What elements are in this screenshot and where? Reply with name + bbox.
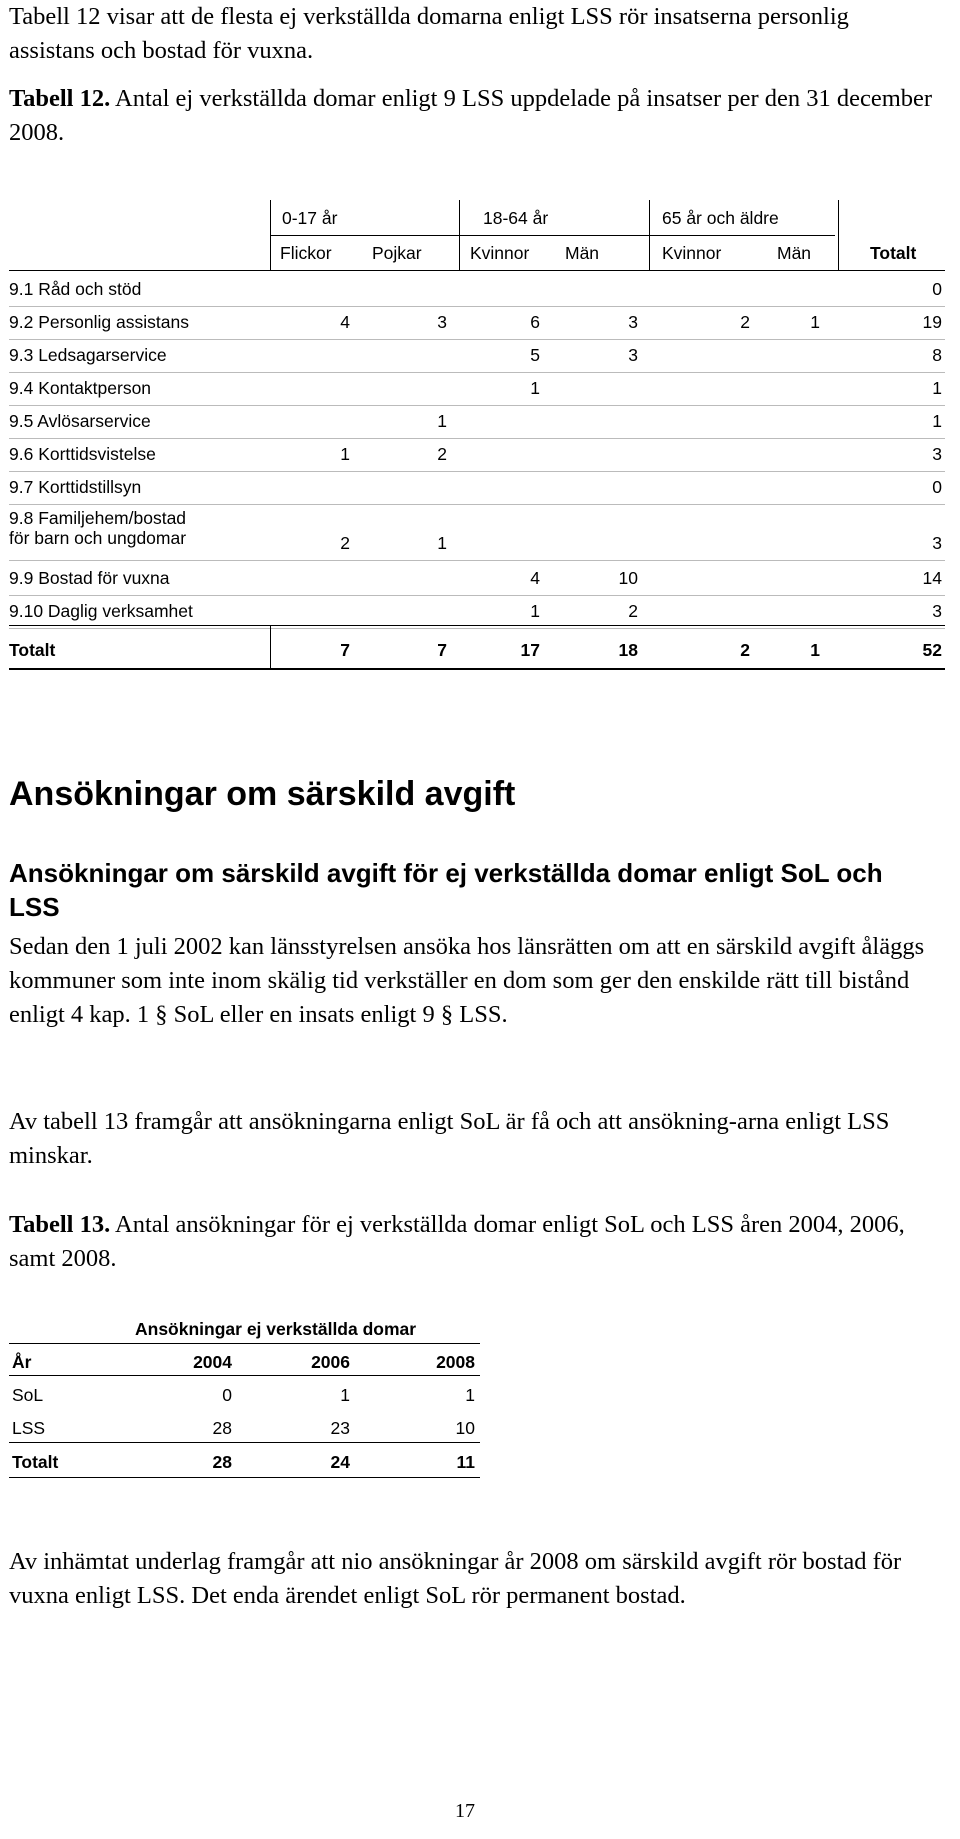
table12-row-separator xyxy=(9,339,945,340)
table12-total-cell: 2 xyxy=(740,640,750,660)
table12-row-separator xyxy=(9,595,945,596)
table12-row-label-line2: för barn och ungdomar xyxy=(9,528,187,548)
t13-bottom-rule xyxy=(9,1477,480,1478)
table13-cell: 11 xyxy=(456,1452,475,1472)
table12-row-label: 9.2 Personlig assistans xyxy=(9,312,189,332)
header-divider xyxy=(270,235,835,236)
table13-caption-text: Antal ansökningar för ej verkställda domar enligt SoL och LSS åren 2004, 2006, samt 2008. xyxy=(9,1211,905,1272)
table12-row-separator xyxy=(9,471,945,472)
table12-total-cell: 52 xyxy=(922,640,942,660)
group-header-0-17: 0-17 år xyxy=(282,208,338,228)
table13-cell: 1 xyxy=(465,1385,475,1405)
table12-total-cell: 7 xyxy=(437,640,447,660)
table12-total-cell: 18 xyxy=(618,640,638,660)
table12-total-cell: 7 xyxy=(340,640,350,660)
table12-row-label: 9.7 Korttidstillsyn xyxy=(9,477,142,497)
table12-cell: 1 xyxy=(437,533,447,553)
table12-total-cell: 17 xyxy=(520,640,540,660)
table12-row-label: 9.3 Ledsagarservice xyxy=(9,345,167,365)
table13-cell: 2006 xyxy=(311,1352,350,1372)
table12-cell: 3 xyxy=(628,345,638,365)
table13-cell: 2004 xyxy=(193,1352,232,1372)
table12-row-separator xyxy=(9,438,945,439)
table13-cell: 1 xyxy=(340,1385,350,1405)
table13-header-label: År xyxy=(12,1352,32,1372)
table13-title: Ansökningar ej verkställda domar xyxy=(135,1319,417,1339)
table12-cell: 0 xyxy=(932,279,942,299)
intro-paragraph: Tabell 12 visar att de flesta ej verkställda domarna enligt LSS rör insatserna personlig assistans och bostad för vuxna. xyxy=(9,3,849,64)
table12-cell: 2 xyxy=(340,533,350,553)
v-line-2 xyxy=(459,200,460,270)
subheader-pojkar: Pojkar xyxy=(372,243,422,263)
table12-cell: 2 xyxy=(628,601,638,621)
table13-cell: 24 xyxy=(330,1452,350,1472)
table12-cell: 3 xyxy=(932,601,942,621)
table12-cell: 1 xyxy=(530,378,540,398)
table12-cell: 2 xyxy=(740,312,750,332)
table13-cell: 10 xyxy=(455,1418,475,1438)
subheader-man-65: Män xyxy=(777,243,812,263)
subheader-kvinnor-18: Kvinnor xyxy=(470,243,530,263)
table13-cell: 28 xyxy=(212,1452,232,1472)
v-line-1 xyxy=(270,200,271,270)
table12-cell: 3 xyxy=(437,312,447,332)
table12-cell: 3 xyxy=(932,533,942,553)
table12-row-label: 9.10 Daglig verksamhet xyxy=(9,601,193,621)
table13-cell: 2008 xyxy=(436,1352,475,1372)
header-bottom-rule xyxy=(9,270,945,271)
table12-row-label: 9.1 Råd och stöd xyxy=(9,279,142,299)
table12-row-separator xyxy=(9,628,945,629)
table12-cell: 3 xyxy=(628,312,638,332)
t13-title-rule xyxy=(9,1343,480,1344)
table13-row-label: SoL xyxy=(12,1385,44,1405)
table12-cell: 6 xyxy=(530,312,540,332)
table12-cell: 1 xyxy=(932,378,942,398)
subheader-kvinnor-65: Kvinnor xyxy=(662,243,722,263)
table12-row-label: 9.8 Familjehem/bostad xyxy=(9,508,187,528)
table13-total-label: Totalt xyxy=(12,1452,59,1472)
table12-caption-label: Tabell 12. xyxy=(9,85,111,112)
t13-header-rule xyxy=(9,1375,480,1376)
group-header-18-64: 18-64 år xyxy=(483,208,549,228)
subheader-man-18: Män xyxy=(565,243,600,263)
page-number: 17 xyxy=(455,1800,475,1822)
table12-cell: 10 xyxy=(618,568,638,588)
table12-cell: 1 xyxy=(932,411,942,431)
table12-cell: 1 xyxy=(437,411,447,431)
closing-paragraph: Av inhämtat underlag framgår att nio ansökningar år 2008 om särskild avgift rör bostad för vuxna enligt LSS. Det enda ärendet enligt SoL rör permanent bostad. xyxy=(9,1548,902,1609)
subheader-flickor: Flickor xyxy=(280,243,332,263)
table12-cell: 1 xyxy=(810,312,820,332)
table12-row-label: 9.4 Kontaktperson xyxy=(9,378,152,398)
group-header-65: 65 år och äldre xyxy=(662,208,779,228)
table12-cell: 1 xyxy=(530,601,540,621)
table12-cell: 3 xyxy=(932,444,942,464)
table12-cell: 14 xyxy=(922,568,942,588)
table13-caption-label: Tabell 13. xyxy=(9,1211,111,1238)
table12-row-label: 9.5 Avlösarservice xyxy=(9,411,151,431)
table13-row-label: LSS xyxy=(12,1418,46,1438)
table13-cell: 0 xyxy=(222,1385,232,1405)
table13-cell: 28 xyxy=(212,1418,232,1438)
table12-total-label: Totalt xyxy=(9,640,56,660)
v-line-4 xyxy=(838,200,839,270)
t13-total-rule xyxy=(9,1442,480,1443)
table12-total-cell: 1 xyxy=(810,640,820,660)
table12-row-separator xyxy=(9,372,945,373)
total-bottom-rule xyxy=(9,668,945,670)
table12-row-label: 9.6 Korttidsvistelse xyxy=(9,444,156,464)
section-heading: Ansökningar om särskild avgift xyxy=(9,775,516,813)
table12-cell: 2 xyxy=(437,444,447,464)
table12-caption-text: Antal ej verkställda domar enligt 9 LSS uppdelade på insatser per den 31 december 2008. xyxy=(9,85,933,146)
table12-cell: 4 xyxy=(530,568,540,588)
total-v-line xyxy=(270,625,271,669)
table12-caption xyxy=(9,82,939,150)
section-subheading: Ansökningar om särskild avgift för ej verkställda domar enligt SoL och LSS xyxy=(9,858,883,922)
table12-cell: 8 xyxy=(932,345,942,365)
table12-row-separator xyxy=(9,504,945,505)
paragraph-1: Sedan den 1 juli 2002 kan länsstyrelsen ansöka hos länsrätten om att en särskild avgift åläggs kommuner som inte inom skälig tid verkställer en dom som ger den enskilde rätt till bistånd enligt 4 kap. 1 § SoL eller en insats enligt 9 § LSS. xyxy=(9,933,925,1028)
table12-row-label: 9.9 Bostad för vuxna xyxy=(9,568,170,588)
table12-cell: 4 xyxy=(340,312,350,332)
table12-cell: 1 xyxy=(340,444,350,464)
table12-row-separator xyxy=(9,560,945,561)
table13-cell: 23 xyxy=(330,1418,350,1438)
table12-row-separator xyxy=(9,306,945,307)
table12-cell: 5 xyxy=(530,345,540,365)
table13-caption xyxy=(9,1208,939,1276)
total-top-rule xyxy=(9,625,945,626)
table12-row-separator xyxy=(9,405,945,406)
table12-cell: 19 xyxy=(922,312,942,332)
paragraph-2: Av tabell 13 framgår att ansökningarna enligt SoL är få och att ansökning-arna enligt LSS minskar. xyxy=(9,1108,890,1169)
subheader-totalt: Totalt xyxy=(870,243,917,263)
table12-cell: 0 xyxy=(932,477,942,497)
v-line-3 xyxy=(649,200,650,270)
